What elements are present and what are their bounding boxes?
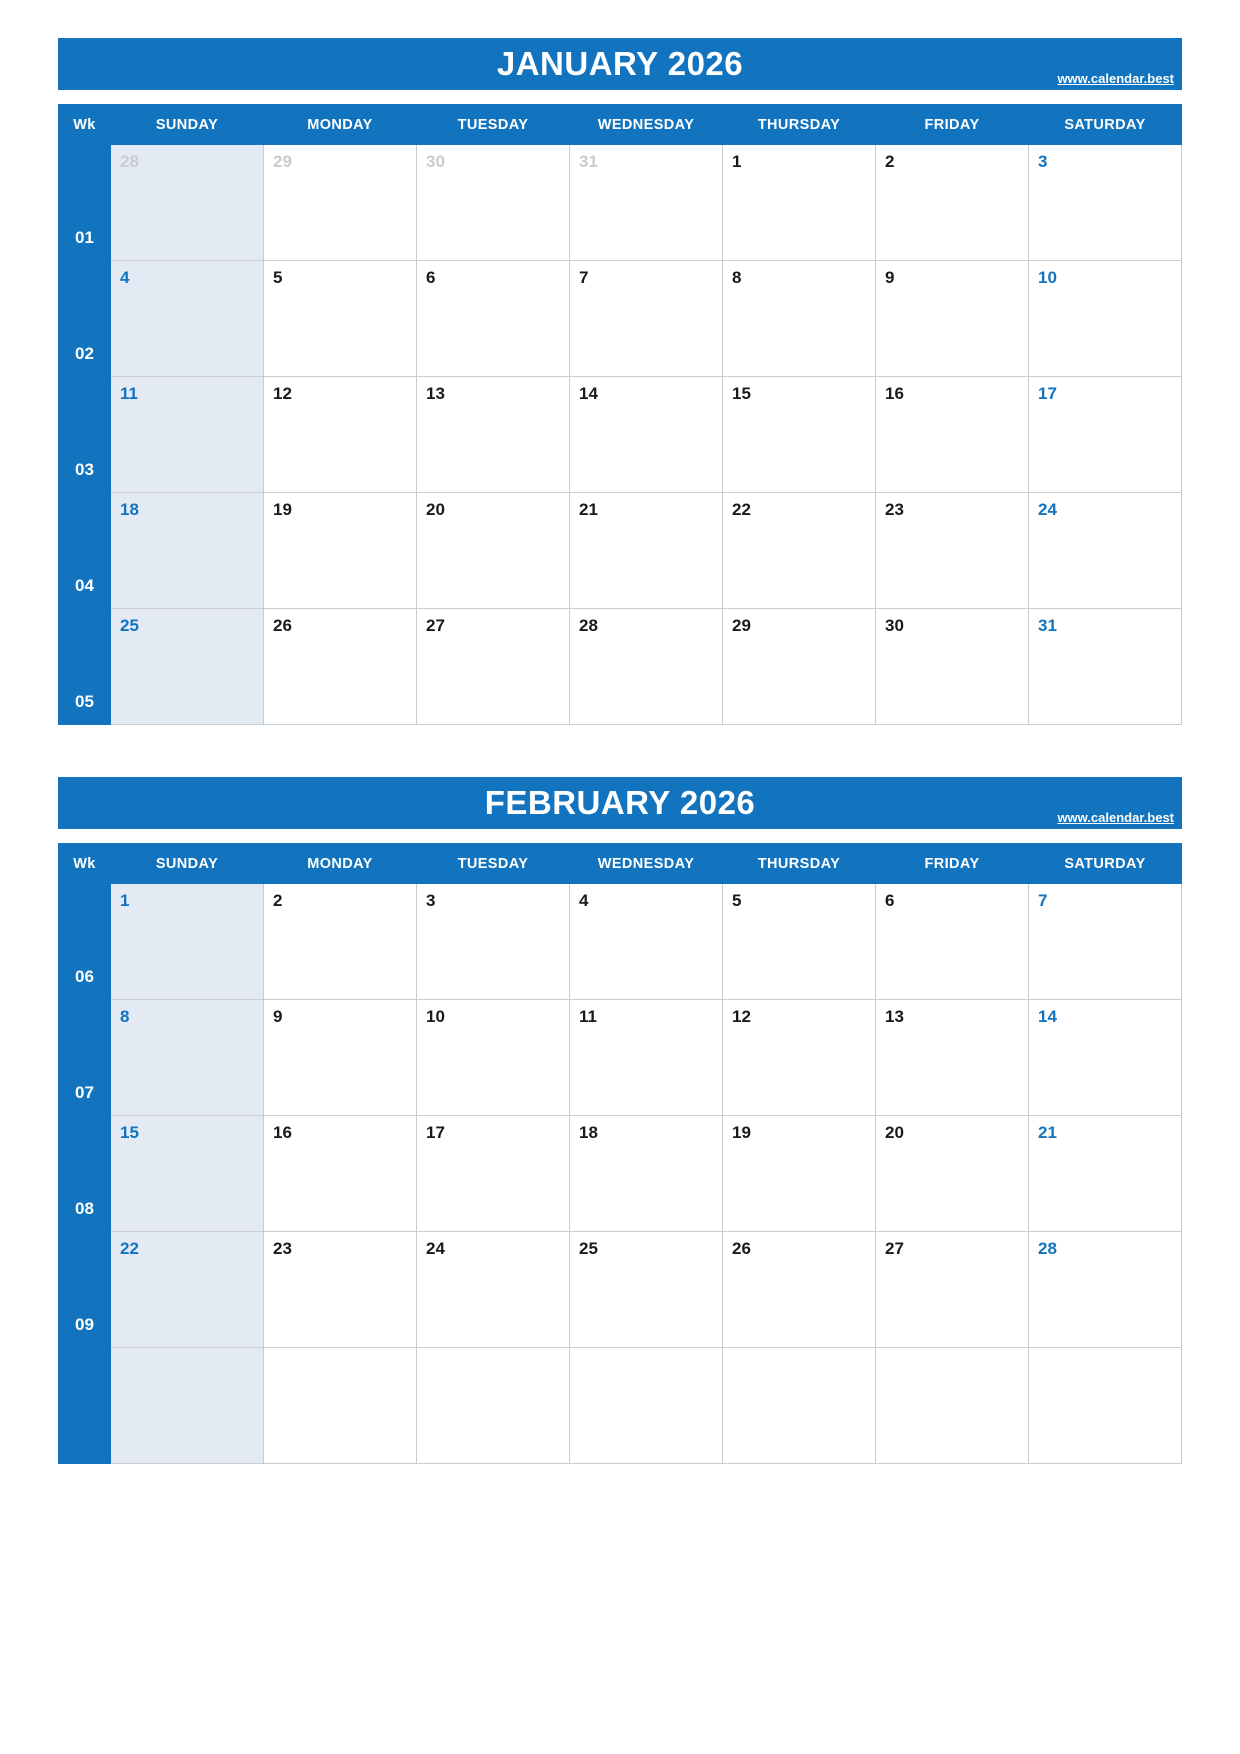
weekday-header: FRIDAY [876,844,1029,884]
day-cell[interactable]: 15 [111,1116,264,1232]
weekday-header-row [59,844,1182,884]
week-number-cell: 03 [59,377,111,493]
weekday-header: SATURDAY [1029,105,1182,145]
week-row [59,145,1182,261]
day-cell[interactable]: 10 [1029,261,1182,377]
day-cell[interactable]: 7 [1029,884,1182,1000]
week-number-cell: 09 [59,1232,111,1348]
month-block [58,777,1182,1464]
day-cell[interactable]: 27 [876,1232,1029,1348]
week-number-cell: 07 [59,1000,111,1116]
site-link[interactable]: www.calendar.best [1057,71,1174,86]
week-row [59,884,1182,1000]
day-cell[interactable]: 16 [264,1116,417,1232]
day-cell[interactable]: 20 [417,493,570,609]
weekday-header: THURSDAY [723,844,876,884]
weekday-header: SATURDAY [1029,844,1182,884]
day-cell[interactable]: 31 [570,145,723,261]
day-cell[interactable]: 8 [111,1000,264,1116]
day-cell[interactable]: 21 [570,493,723,609]
day-cell[interactable]: 5 [264,261,417,377]
calendar-table [58,843,1182,1464]
day-cell[interactable]: 4 [111,261,264,377]
week-row [59,609,1182,725]
day-cell[interactable]: 26 [264,609,417,725]
month-header [58,777,1182,829]
day-cell[interactable]: 11 [111,377,264,493]
week-row [59,1232,1182,1348]
day-cell[interactable]: 30 [417,145,570,261]
day-cell[interactable]: 29 [264,145,417,261]
weekday-header: SUNDAY [111,844,264,884]
day-cell[interactable]: 3 [1029,145,1182,261]
day-cell[interactable]: 22 [111,1232,264,1348]
day-cell[interactable]: 8 [723,261,876,377]
week-row [59,261,1182,377]
weekday-header-row [59,105,1182,145]
day-cell[interactable]: 13 [876,1000,1029,1116]
months-container [58,38,1182,1464]
day-cell[interactable]: 17 [1029,377,1182,493]
weekday-header: THURSDAY [723,105,876,145]
day-cell[interactable]: 22 [723,493,876,609]
day-cell[interactable] [570,1348,723,1464]
day-cell[interactable]: 16 [876,377,1029,493]
week-number-cell: 02 [59,261,111,377]
day-cell[interactable]: 31 [1029,609,1182,725]
day-cell[interactable]: 4 [570,884,723,1000]
day-cell[interactable]: 1 [723,145,876,261]
day-cell[interactable]: 14 [570,377,723,493]
day-cell[interactable]: 21 [1029,1116,1182,1232]
week-row [59,493,1182,609]
day-cell[interactable]: 19 [723,1116,876,1232]
week-number-cell: 01 [59,145,111,261]
day-cell[interactable]: 25 [570,1232,723,1348]
day-cell[interactable]: 27 [417,609,570,725]
day-cell[interactable] [264,1348,417,1464]
week-row [59,1116,1182,1232]
day-cell[interactable]: 13 [417,377,570,493]
week-number-header: Wk [59,105,111,145]
day-cell[interactable]: 28 [111,145,264,261]
weekday-header: TUESDAY [417,105,570,145]
weekday-header: WEDNESDAY [570,105,723,145]
day-cell[interactable] [417,1348,570,1464]
month-title: FEBRUARY 2026 [484,784,756,821]
site-link[interactable]: www.calendar.best [1057,810,1174,825]
day-cell[interactable]: 2 [876,145,1029,261]
day-cell[interactable]: 9 [876,261,1029,377]
day-cell[interactable]: 2 [264,884,417,1000]
day-cell[interactable]: 5 [723,884,876,1000]
week-row [59,377,1182,493]
week-number-cell [59,1348,111,1464]
day-cell[interactable]: 12 [723,1000,876,1116]
day-cell[interactable]: 6 [417,261,570,377]
month-title: JANUARY 2026 [496,45,744,82]
day-cell[interactable]: 30 [876,609,1029,725]
day-cell[interactable]: 29 [723,609,876,725]
day-cell[interactable]: 23 [876,493,1029,609]
day-cell[interactable]: 20 [876,1116,1029,1232]
week-number-cell: 06 [59,884,111,1000]
week-number-cell: 04 [59,493,111,609]
month-header [58,38,1182,90]
day-cell[interactable]: 26 [723,1232,876,1348]
day-cell[interactable]: 1 [111,884,264,1000]
week-number-cell: 05 [59,609,111,725]
day-cell[interactable]: 24 [417,1232,570,1348]
day-cell[interactable]: 24 [1029,493,1182,609]
day-cell[interactable]: 7 [570,261,723,377]
day-cell[interactable] [1029,1348,1182,1464]
weekday-header: TUESDAY [417,844,570,884]
weekday-header: WEDNESDAY [570,844,723,884]
day-cell[interactable]: 17 [417,1116,570,1232]
day-cell[interactable]: 23 [264,1232,417,1348]
day-cell[interactable]: 6 [876,884,1029,1000]
day-cell[interactable]: 15 [723,377,876,493]
day-cell[interactable]: 9 [264,1000,417,1116]
weekday-header: FRIDAY [876,105,1029,145]
week-number-header: Wk [59,844,111,884]
month-block [58,38,1182,725]
day-cell[interactable]: 18 [111,493,264,609]
day-cell[interactable] [876,1348,1029,1464]
weekday-header: MONDAY [264,844,417,884]
day-cell[interactable] [723,1348,876,1464]
day-cell[interactable]: 14 [1029,1000,1182,1116]
weekday-header: SUNDAY [111,105,264,145]
day-cell[interactable]: 25 [111,609,264,725]
day-cell[interactable]: 18 [570,1116,723,1232]
calendar-table [58,104,1182,725]
day-cell[interactable]: 10 [417,1000,570,1116]
day-cell[interactable]: 28 [570,609,723,725]
week-number-cell: 08 [59,1116,111,1232]
week-row [59,1348,1182,1464]
day-cell[interactable]: 19 [264,493,417,609]
day-cell[interactable] [111,1348,264,1464]
day-cell[interactable]: 11 [570,1000,723,1116]
day-cell[interactable]: 28 [1029,1232,1182,1348]
day-cell[interactable]: 12 [264,377,417,493]
weekday-header: MONDAY [264,105,417,145]
day-cell[interactable]: 3 [417,884,570,1000]
week-row [59,1000,1182,1116]
